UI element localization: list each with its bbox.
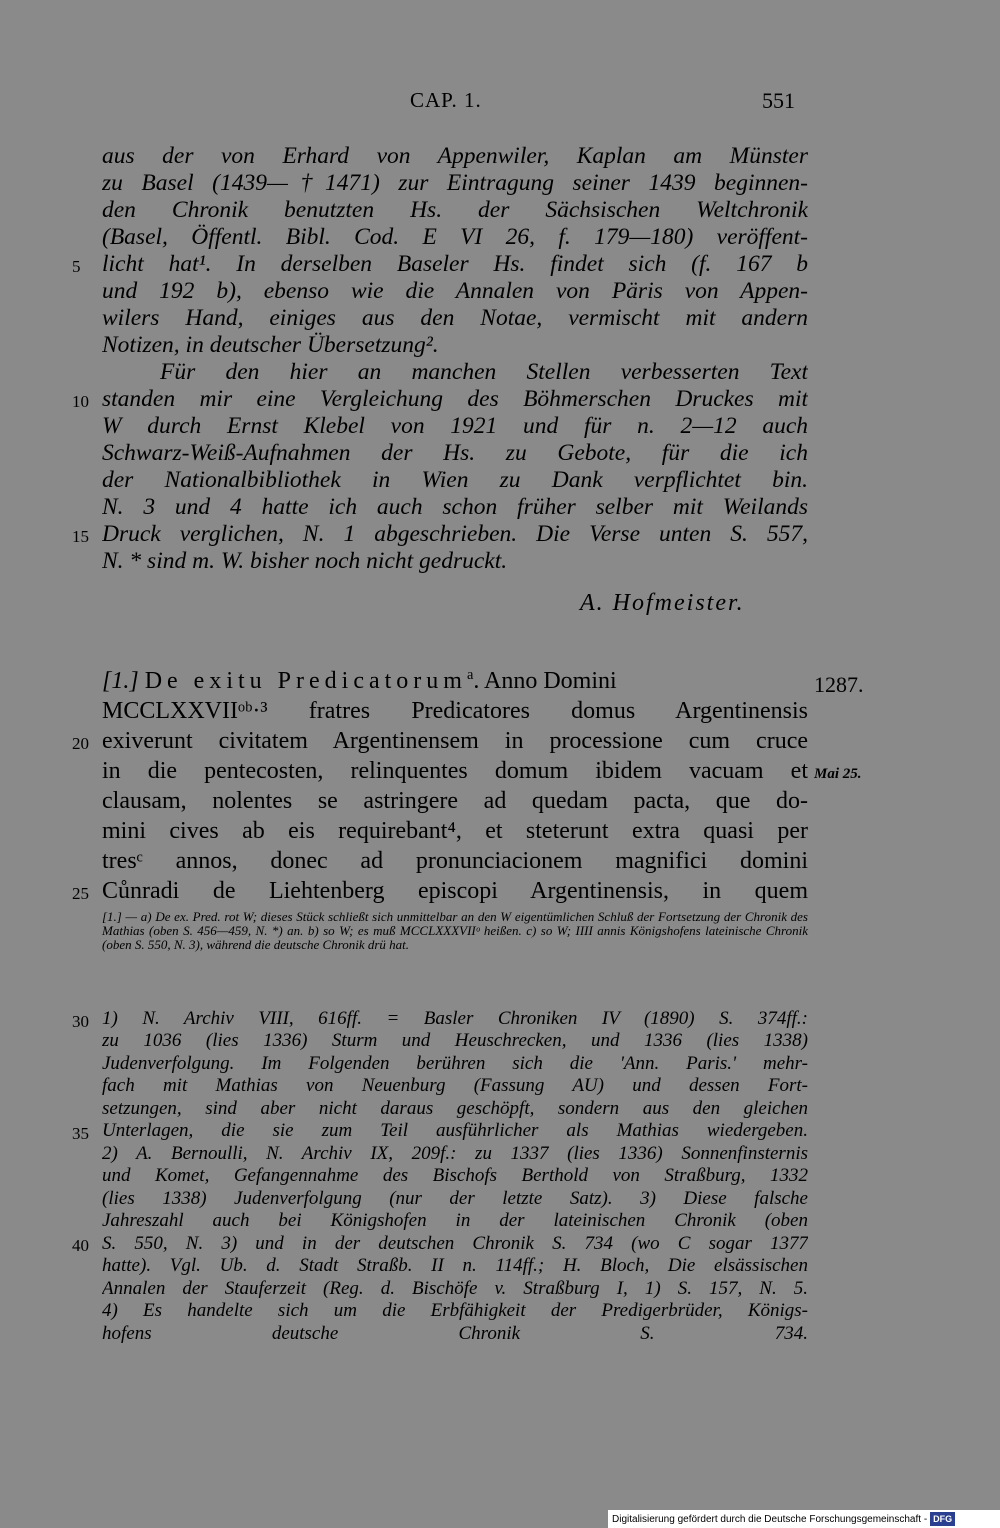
dfg-logo: DFG <box>930 1512 955 1526</box>
intro-line: Notizen, in deutscher Übersetzung². <box>102 332 439 358</box>
line-number: 35 <box>72 1124 89 1143</box>
intro-line: Für den hier an manchen Stellen verbesserten Text <box>160 359 808 385</box>
intro-line: den Chronik benutzten Hs. der Sächsischen Weltchronik <box>102 197 808 223</box>
main-text-line <box>102 668 808 695</box>
intro-line: zu Basel (1439—†1471) zur Eintragung seiner 1439 beginnen- <box>102 170 808 196</box>
footnote-line: 2) A. Bernoulli, N. Archiv IX, 209f.: zu 1337 (lies 1336) Sonnenfinsternis <box>102 1143 808 1164</box>
critical-apparatus: [1.] — a) De ex. Pred. rot W; dieses Stück schließt sich unmittelbar an den W eigentümlichen Schluß der Fortsetzung der Chronik des Mathias (oben S. 456—459, N. *) an. b) so W; es muß MCCLXXXVIIᵒ heißen. c) so W; IIII annis Königshofens lateinische Chronik (oben S. 550, N. 3), während die deutsche Chronik drü hat. <box>102 909 808 952</box>
intro-line: W durch Ernst Klebel von 1921 und für n. 2—12 auch <box>102 413 808 439</box>
section-title: De exitu Predicatorum <box>144 668 467 694</box>
line-number: 5 <box>72 257 81 276</box>
funding-credit <box>608 1510 1000 1528</box>
main-text-line: exiverunt civitatem Argentinensem in processione cum cruce <box>102 728 808 754</box>
intro-line: standen mir eine Vergleichung des Böhmerschen Druckes mit <box>102 386 808 412</box>
footnote-line: und Komet, Gefangennahme des Bischofs Berthold von Straßburg, 1332 <box>102 1165 808 1186</box>
footnote-line: zu 1036 (lies 1336) Sturm und Heuschrecken, und 1336 (lies 1338) <box>102 1030 808 1051</box>
section-number: [1.] <box>102 668 139 694</box>
footnote-line: S. 550, N. 3) und in der deutschen Chronik S. 734 (wo C sogar 1377 <box>102 1233 808 1254</box>
footnote-line: 1) N. Archiv VIII, 616ff. = Basler Chroniken IV (1890) S. 374ff.: <box>102 1008 808 1029</box>
intro-line: Druck verglichen, N. 1 abgeschrieben. Die Verse unten S. 557, <box>102 521 808 547</box>
main-text-line: clausam, nolentes se astringere ad quedam pacta, que do- <box>102 788 808 814</box>
line-number: 20 <box>72 734 89 753</box>
intro-line: und 192 b), ebenso wie die Annalen von Päris von Appen- <box>102 278 808 304</box>
footnote-line: Judenverfolgung. Im Folgenden berühren sich die 'Ann. Paris.' mehr- <box>102 1053 808 1074</box>
credit-text: Digitalisierung gefördert durch die Deutsche Forschungsgemeinschaft - <box>612 1514 928 1525</box>
footnote-line: setzungen, sind aber nicht daraus geschöpft, sondern aus den gleichen <box>102 1098 808 1119</box>
intro-line: N. * sind m. W. bisher noch nicht gedruckt. <box>102 548 508 574</box>
line-number: 40 <box>72 1236 89 1255</box>
footnote-line: (lies 1338) Judenverfolgung (nur der letzte Satz). 3) Diese falsche <box>102 1188 808 1209</box>
intro-line: der Nationalbibliothek in Wien zu Dank verpflichtet bin. <box>102 467 808 493</box>
main-text-line: tresᶜ annos, donec ad pronunciacionem magnifici domini <box>102 848 808 874</box>
main-text-line: MCCLXXVIIᵒᵇ·³ fratres Predicatores domus Argentinensis <box>102 698 808 724</box>
intro-line: (Basel, Öffentl. Bibl. Cod. E VI 26, f. 179—180) veröffent- <box>102 224 808 250</box>
main-text-line: Cůnradi de Liehtenberg episcopi Argentinensis, in quem <box>102 878 808 904</box>
intro-line: aus der von Erhard von Appenwiler, Kaplan am Münster <box>102 143 808 169</box>
footnote-marker: a <box>466 668 474 683</box>
line-number: 15 <box>72 527 89 546</box>
intro-line: N. 3 und 4 hatte ich auch schon früher selber mit Weilands <box>102 494 808 520</box>
line-number: 10 <box>72 392 89 411</box>
chapter-header: CAP. 1. <box>410 88 482 112</box>
footnote-line: Annalen der Stauferzeit (Reg. d. Bischöfe v. Straßburg I, 1) S. 157, N. 5. <box>102 1278 808 1299</box>
line-number: 30 <box>72 1012 89 1031</box>
intro-line: wilers Hand, einiges aus den Notae, vermischt mit andern <box>102 305 808 331</box>
margin-year: 1287. <box>814 672 864 697</box>
footnote-line: 4) Es handelte sich um die Erbfähigkeit der Predigerbrüder, Königs- <box>102 1300 808 1321</box>
footnote-line: hatte). Vgl. Ub. d. Stadt Straßb. II n. 114ff.; H. Bloch, Die elsässischen <box>102 1255 808 1276</box>
main-text-line: in die pentecosten, relinquentes domum ibidem vacuam et <box>102 758 808 784</box>
footnote-line: fach mit Mathias von Neuenburg (Fassung AU) und dessen Fort- <box>102 1075 808 1096</box>
footnote-line: Jahreszahl auch bei Königshofen in der lateinischen Chronik (oben <box>102 1210 808 1231</box>
margin-date: Mai 25. <box>814 766 862 782</box>
line-number: 25 <box>72 884 89 903</box>
footnote-line: hofens deutsche Chronik S. 734. <box>102 1323 808 1344</box>
main-text-fragment: . Anno Domini <box>473 668 617 694</box>
intro-line: Schwarz-Weiß-Aufnahmen der Hs. zu Gebote, für die ich <box>102 440 808 466</box>
footnote-line: Unterlagen, die sie zum Teil ausführlicher als Mathias wiedergeben. <box>102 1120 808 1141</box>
page-number: 551 <box>762 88 795 113</box>
intro-line: licht hat¹. In derselben Baseler Hs. findet sich (f. 167 b <box>102 251 808 277</box>
main-text-line: mini cives ab eis requirebant⁴, et steterunt extra quasi per <box>102 818 808 844</box>
author-signature: A. Hofmeister. <box>580 590 745 616</box>
